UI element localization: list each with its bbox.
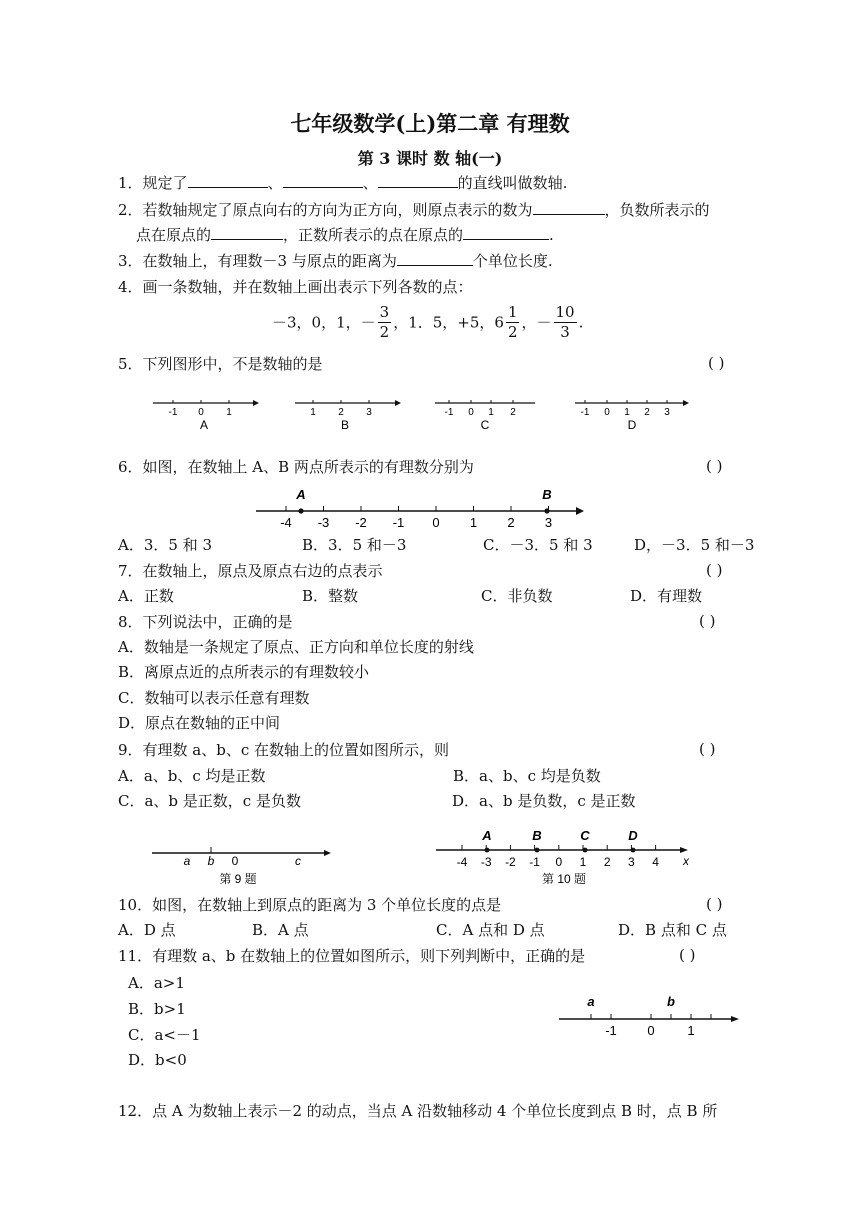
q7-answer-paren[interactable]: ( ) xyxy=(706,561,723,579)
q6-point-b xyxy=(544,508,549,513)
q3-text-pre: 3．在数轴上，有理数－3 与原点的距离为 xyxy=(118,252,397,270)
q5d-tick-2: 0 xyxy=(604,407,610,418)
q11-option-a[interactable]: A．a>1 xyxy=(128,974,185,992)
q11-option-b[interactable]: B．b>1 xyxy=(128,1000,186,1018)
q10-answer-paren[interactable]: ( ) xyxy=(706,895,723,913)
q5d-tick-4: 2 xyxy=(644,407,650,418)
q6-label-a: A xyxy=(296,487,306,502)
q6-option-a[interactable]: A．3．5 和 3 xyxy=(118,536,212,554)
q5-figure-c xyxy=(435,400,535,432)
q6-tick-label: 3 xyxy=(544,515,553,530)
q4-fraction-3: $\frac{10}{3}$ xyxy=(555,303,575,341)
q4-fraction-2: $\frac{1}{2}$ xyxy=(507,303,518,341)
q6-option-c[interactable]: C．－3．5 和 3 xyxy=(483,536,593,554)
q10-point-c xyxy=(583,848,588,853)
question-8: 8．下列说法中，正确的是 xyxy=(118,613,293,631)
q10-tick-label: 0 xyxy=(555,855,563,869)
q9-caption: 第 9 题 xyxy=(219,872,257,886)
q5d-tick-1: -1 xyxy=(580,407,590,418)
q9-figure xyxy=(148,838,338,888)
question-5: 5．下列图形中，不是数轴的是 xyxy=(118,355,323,373)
q3-text-post: 个单位长度. xyxy=(472,252,553,270)
q6-tick-label: -2 xyxy=(355,515,367,530)
q1-text-post: 的直线叫做数轴. xyxy=(457,174,568,192)
q11-figure xyxy=(555,990,745,1038)
q2-blank-2[interactable] xyxy=(211,225,283,240)
q11-answer-paren[interactable]: ( ) xyxy=(679,946,696,964)
q6-option-b[interactable]: B．3．5 和－3 xyxy=(302,536,407,554)
q10-tick-label: 1 xyxy=(579,855,587,869)
q1-blank-3[interactable] xyxy=(378,173,458,188)
q5b-label: B xyxy=(340,418,350,432)
q11-label-b: b xyxy=(667,994,675,1009)
q7-option-d[interactable]: D．有理数 xyxy=(630,587,703,605)
q4-number-list xyxy=(272,303,583,342)
q5d-label: D xyxy=(627,418,637,432)
q10-label-d: D xyxy=(628,828,638,843)
q5-figure-d xyxy=(575,400,689,432)
q1-blank-2[interactable] xyxy=(283,173,363,188)
question-9: 9．有理数 a、b、c 在数轴上的位置如图所示，则 xyxy=(118,741,450,759)
q5a-tick-3: 1 xyxy=(226,407,232,418)
q8-option-d[interactable]: D．原点在数轴的正中间 xyxy=(118,714,281,732)
q10-label-b: B xyxy=(532,828,542,843)
q5a-tick-2: 0 xyxy=(198,407,204,418)
q5a-tick-1: -1 xyxy=(168,407,178,418)
q8-answer-paren[interactable]: ( ) xyxy=(699,612,716,630)
q9-answer-paren[interactable]: ( ) xyxy=(699,740,716,758)
q10-option-a[interactable]: A．D 点 xyxy=(118,921,176,939)
q10-option-b[interactable]: B．A 点 xyxy=(252,921,309,939)
q8-option-b[interactable]: B．离原点近的点所表示的有理数较小 xyxy=(118,663,370,681)
q10-figure xyxy=(432,824,702,888)
q5c-label: C xyxy=(480,418,490,432)
q6-option-d[interactable]: D，－3．5 和－3 xyxy=(634,536,755,554)
q5-figures xyxy=(145,392,705,434)
q10-tick-label: -2 xyxy=(505,855,516,869)
q11-option-c[interactable]: C．a<－1 xyxy=(128,1026,201,1044)
question-7: 7．在数轴上，原点及原点右边的点表示 xyxy=(118,562,383,580)
question-11: 11．有理数 a、b 在数轴上的位置如图所示，则下列判断中，正确的是 xyxy=(118,947,586,965)
q3-blank[interactable] xyxy=(397,251,473,266)
q2-line2-pre: 点在原点的 xyxy=(136,226,212,244)
q10-caption: 第 10 题 xyxy=(541,872,587,886)
q4-fraction-1: $\frac{3}{2}$ xyxy=(379,303,390,341)
q1-blank-1[interactable] xyxy=(188,173,268,188)
q11-tick-one: 1 xyxy=(687,1023,695,1038)
q11-option-d[interactable]: D．b<0 xyxy=(128,1051,187,1069)
q2-blank-3[interactable] xyxy=(463,225,549,240)
q5c-tick-2: 0 xyxy=(468,407,474,418)
q9-label-c: c xyxy=(295,854,301,868)
q1-sep-2: 、 xyxy=(362,174,378,192)
question-4: 4．画一条数轴，并在数轴上画出表示下列各数的点： xyxy=(118,278,473,296)
q9-option-b[interactable]: B．a、b、c 均是负数 xyxy=(453,767,601,785)
q4-nums-b: ，1．5，+5，6 xyxy=(393,313,504,332)
q6-tick-label: 2 xyxy=(507,515,515,530)
q8-option-c[interactable]: C．数轴可以表示任意有理数 xyxy=(118,689,310,707)
q10-axis-label: x xyxy=(683,854,689,868)
q4-nums-d: . xyxy=(578,313,584,332)
q5c-tick-3: 1 xyxy=(488,407,494,418)
q9-label-zero: 0 xyxy=(231,854,239,868)
q5-figure-a xyxy=(153,400,259,432)
q6-point-a xyxy=(298,508,303,513)
q11-label-a: a xyxy=(587,994,595,1009)
q4-nums-c: ，－ xyxy=(521,313,552,332)
q2-text-pre: 2．若数轴规定了原点向右的方向为正方向，则原点表示的数为 xyxy=(118,201,533,219)
q10-point-d xyxy=(631,848,636,853)
q5a-label: A xyxy=(199,418,209,432)
q10-label-c: C xyxy=(580,828,590,843)
q4-nums-a: －3，0，1，－ xyxy=(272,313,376,332)
q6-number-line xyxy=(250,485,590,535)
q9-option-c[interactable]: C．a、b 是正数，c 是负数 xyxy=(118,792,301,810)
q9-label-a: a xyxy=(183,854,191,868)
q10-point-b xyxy=(535,848,540,853)
q6-answer-paren[interactable]: ( ) xyxy=(706,457,723,475)
page-title: 七年级数学(上)第二章 有理数 xyxy=(290,111,570,136)
q2-line2-post: . xyxy=(549,226,554,244)
q5b-tick-3: 3 xyxy=(366,407,372,418)
q10-tick-label: -4 xyxy=(456,855,468,869)
q10-label-a: A xyxy=(482,828,492,843)
q1-sep-1: 、 xyxy=(267,174,283,192)
q11-tick-neg1: -1 xyxy=(605,1023,617,1038)
q8-option-a[interactable]: A．数轴是一条规定了原点、正方向和单位长度的射线 xyxy=(118,638,474,656)
q10-tick-label: 4 xyxy=(652,855,659,869)
q9-label-b: b xyxy=(207,854,215,868)
q5d-tick-5: 3 xyxy=(664,407,670,418)
q2-blank-1[interactable] xyxy=(533,200,605,215)
q11-tick-zero: 0 xyxy=(647,1023,655,1038)
q5-figure-b xyxy=(295,400,401,432)
q7-option-c[interactable]: C．非负数 xyxy=(481,587,553,605)
q6-tick-label: 0 xyxy=(432,515,440,530)
q10-tick-label: 3 xyxy=(628,855,635,869)
q7-option-a[interactable]: A．正数 xyxy=(118,587,174,605)
question-3 xyxy=(118,251,553,271)
q10-tick-label: -3 xyxy=(480,855,492,869)
q1-text-pre: 1．规定了 xyxy=(118,174,188,192)
question-12: 12．点 A 为数轴上表示－2 的动点，当点 A 沿数轴移动 4 个单位长度到点 B 时，点 B 所 xyxy=(118,1102,718,1120)
q10-tick-label: -1 xyxy=(529,855,540,869)
q2-text-post: ，负数所表示的 xyxy=(604,201,710,219)
q6-label-b: B xyxy=(542,487,552,502)
q10-option-c[interactable]: C．A 点和 D 点 xyxy=(436,921,545,939)
q10-option-d[interactable]: D．B 点和 C 点 xyxy=(618,921,727,939)
q9-option-a[interactable]: A．a、b、c 均是正数 xyxy=(118,767,266,785)
q5d-tick-3: 1 xyxy=(624,407,630,418)
q6-tick-label: -1 xyxy=(392,515,405,530)
q9-option-d[interactable]: D．a、b 是负数，c 是正数 xyxy=(452,792,636,810)
q5b-tick-2: 2 xyxy=(338,407,344,418)
q7-option-b[interactable]: B．整数 xyxy=(302,587,359,605)
q6-tick-label: -4 xyxy=(280,515,292,530)
q5b-tick-1: 1 xyxy=(310,407,316,418)
q10-point-a xyxy=(485,848,490,853)
q5c-tick-1: -1 xyxy=(444,407,454,418)
question-2-line-2 xyxy=(136,225,554,245)
question-10: 10．如图，在数轴上到原点的距离为 3 个单位长度的点是 xyxy=(118,896,502,914)
question-6: 6．如图，在数轴上 A、B 两点所表示的有理数分别为 xyxy=(118,458,474,476)
q5c-tick-4: 2 xyxy=(510,407,516,418)
q10-tick-label: 2 xyxy=(603,855,611,869)
lesson-subtitle: 第 3 课时 数 轴(一) xyxy=(357,149,503,168)
q5-answer-paren[interactable]: ( ) xyxy=(708,354,725,372)
q6-tick-label: 1 xyxy=(469,515,478,530)
q6-tick-label: -3 xyxy=(317,515,330,530)
question-1 xyxy=(118,173,567,193)
question-2-line-1 xyxy=(118,200,710,220)
q2-line2-mid: ，正数所表示的点在原点的 xyxy=(283,226,464,244)
